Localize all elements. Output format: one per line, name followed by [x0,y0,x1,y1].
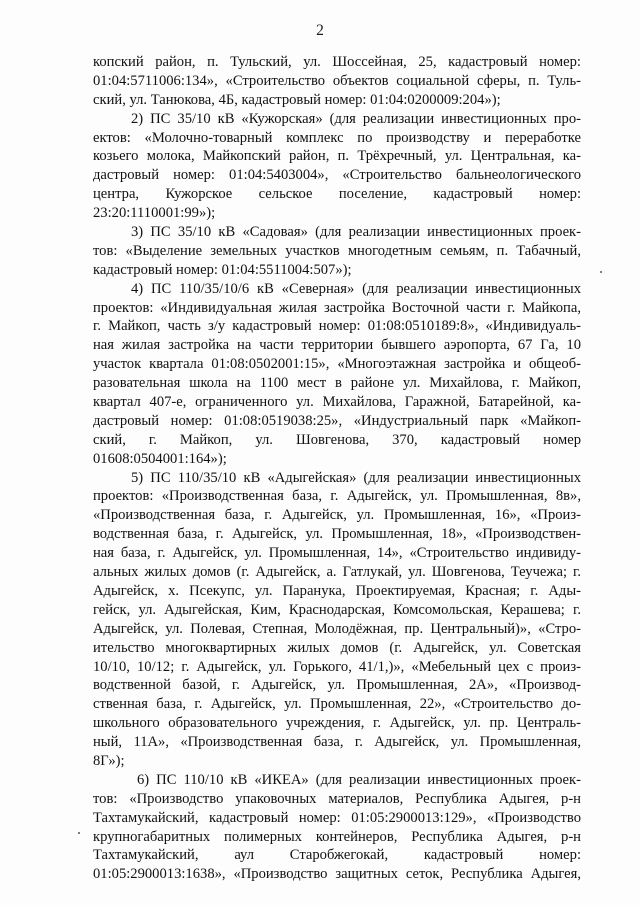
text-line: центра, Кужорское сельское поселение, кадастровый номер: [93,186,581,203]
text-line: ектов: «Молочно-товарный комплекс по производству и переработке [93,129,581,146]
paragraph-start-line: 5) ПС 110/35/10 кВ «Адыгейская» (для реализации инвестиционных [131,469,581,486]
text-line: школьного образовательного учреждения, г. Адыгейск, ул. пр. Централь- [93,715,581,732]
text-line: гейск, ул. Адыгейская, Ким, Краснодарская, Комсомольская, Керашева; г. [93,601,581,618]
paragraph-start-line: 3) ПС 35/10 кВ «Садовая» (для реализации инвестиционных проек- [131,224,581,241]
text-line: проектов: «Индивидуальная жилая застройка Восточной части г. Майкопа, [93,299,581,316]
paragraph-start-line: 6) ПС 110/10 кВ «ИКЕА» (для реализации инвестиционных проек- [137,771,581,788]
text-line: Адыгейск, х. Псекупс, ул. Паранука, Проектируемая, Красная; г. Ады- [93,582,581,599]
paragraph-start-line: 4) ПС 110/35/10/6 кВ «Северная» (для реализации инвестиционных [131,280,581,297]
paragraph-start-line: 2) ПС 35/10 кВ «Кужорская» (для реализации инвестиционных про- [131,110,581,127]
text-line: квартал 407-е, ограниченного ул. Михайлова, Гаражной, Батарейной, ка- [93,394,581,411]
scan-speck [78,832,80,834]
text-line: ский, ул. Танюкова, 4Б, кадастровый номер: 01:04:0200009:204»); [93,91,501,108]
text-line: козьего молока, Майкопский район, п. Трёхречный, ул. Центральная, ка- [93,148,581,165]
text-line: Тахтамукайский, кадастровый номер: 01:05:2900013:129», «Производство [93,809,581,826]
text-line: альных жилых домов (г. Адыгейск, а. Гатлукай, ул. Шовгенова, Теучежа; г. [93,564,581,581]
text-line: 01:04:5711006:134», «Строительство объектов социальной сферы, п. Туль- [93,72,581,89]
text-line: г. Майкоп, часть з/у кадастровый номер: 01:08:0510189:8», «Индивидуаль- [93,318,581,335]
text-line: дастровый номер: 01:04:5403004», «Строительство бальнеологического [93,167,581,184]
text-line: тов: «Производство упаковочных материалов, Республика Адыгея, р-н [93,790,581,807]
text-line: разовательная школа на 1100 мест в районе ул. Михайлова, г. Майкоп, [93,375,581,392]
text-line: 10/10, 10/12; г. Адыгейск, ул. Горького, 41/1,)», «Мебельный цех с произ- [93,658,581,675]
text-line: водственная база, г. Адыгейск, ул. Промышленная, 18», «Производствен- [93,526,581,543]
text-line: ная жилая застройка на части территории бывшего аэропорта, 67 Га, 10 [93,337,581,354]
text-line: Адыгейск, ул. Полевая, Степная, Молодёжная, пр. Центральный)», «Стро- [93,620,581,637]
text-line: кадастровый номер: 01:04:5511004:507»); [93,261,352,278]
text-line: 01608:0504001:164»); [93,450,227,467]
text-line: копский район, п. Тульский, ул. Шоссейная, 25, кадастровый номер: [93,54,581,70]
scan-speck [600,271,602,273]
text-line: крупногабаритных полимерных контейнеров, Республика Адыгея, р-н [93,828,581,845]
text-line: дастровый номер: 01:08:0519038:25», «Индустриальный парк «Майкоп- [93,412,581,429]
page-number: 2 [316,22,324,39]
text-line: Тахтамукайский, аул Старобжегокай, кадастровый номер: [93,847,581,864]
text-line: участок квартала 01:08:0502001:15», «Многоэтажная застройка и общеоб- [93,356,581,373]
text-line: ный, 11А», «Производственная база, г. Адыгейск, ул. Промышленная, [93,734,581,751]
text-line: ский, г. Майкоп, ул. Шовгенова, 370, кадастровый номер [93,431,581,448]
text-line: «Производственная база, г. Адыгейск, ул. Промышленная, 16», «Произ- [93,507,581,524]
text-line: ительство многоквартирных жилых домов (г. Адыгейск, ул. Советская [93,639,581,656]
text-line: 23:20:1110001:99»); [93,205,216,222]
text-line: водственной базой, г. Адыгейск, ул. Промышленная, 2А», «Производ- [93,677,581,694]
text-line: ственная база, г. Адыгейск, ул. Промышленная, 22», «Строительство до- [93,696,581,713]
text-line: 8Г»); [93,752,125,769]
text-line: тов: «Выделение земельных участков многодетным семьям, п. Табачный, [93,242,581,259]
text-line: проектов: «Производственная база, г. Адыгейск, ул. Промышленная, 8в», [93,488,581,505]
text-line: 01:05:2900013:1638», «Производство защитных сеток, Республика Адыгея, [93,866,581,883]
document-body [93,53,581,884]
text-line: ная база, г. Адыгейск, ул. Промышленная, 14», «Строительство индивиду- [93,545,581,562]
